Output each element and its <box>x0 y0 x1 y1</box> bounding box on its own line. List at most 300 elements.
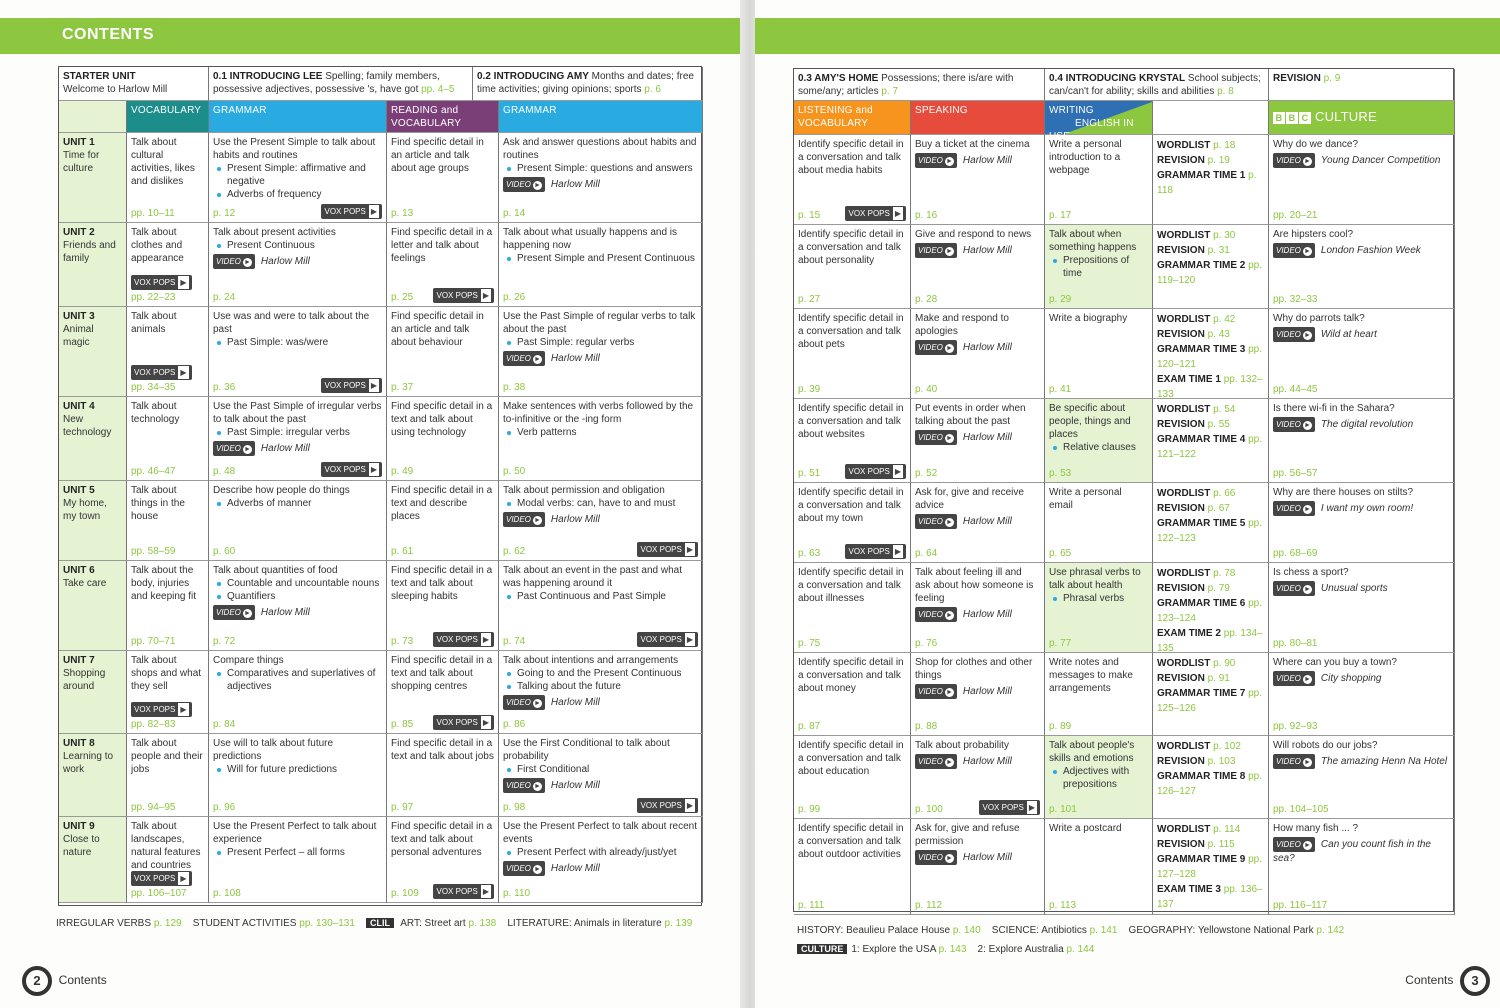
speaking-cell: Ask for, give and receive advice VIDEO ► Harlow Mill p. 64 <box>911 483 1045 563</box>
page-ref: p. 77 <box>1049 638 1072 649</box>
culture-cell: Will robots do our jobs? VIDEO ► The amazing Henn Na Hotel pp. 104–105 <box>1269 736 1455 819</box>
page-ref: p. 112 <box>915 900 943 911</box>
video-link[interactable]: VIDEO ► Wild at heart <box>1273 327 1450 342</box>
video-link[interactable]: VIDEO ► Harlow Mill <box>915 243 1040 258</box>
reading-cell: Find specific detail in an article and talk about behaviour p. 37 <box>387 307 499 397</box>
revision-item: WORDLIST p. 54 <box>1157 404 1236 415</box>
vox-pops-icon[interactable]: VOX POPS ▶ <box>131 871 192 886</box>
page-ref: p. 40 <box>915 384 938 395</box>
page-ref: pp. 92–93 <box>1273 721 1318 732</box>
lesson-0-2: 0.2 INTRODUCING AMY Months and dates; free time activities; giving opinions; sports p. 6 <box>473 67 703 101</box>
culture-cell: Where can you buy a town? VIDEO ► City shopping pp. 92–93 <box>1269 653 1455 736</box>
video-icon: VIDEO ► <box>503 177 545 192</box>
unit-label: UNIT 2 Friends and family <box>59 223 127 307</box>
revision-cell <box>1153 563 1269 653</box>
grammar-cell: Talk about quantities of food Countable and uncountable nouns Quantifiers VIDEO ► Harlow Mill p. 72 <box>209 561 387 651</box>
page-ref: pp. 32–33 <box>1273 294 1318 305</box>
revision-item: EXAM TIME 3 pp. 136–137 <box>1157 884 1263 910</box>
bullet-item: Going to and the Present Continuous <box>503 667 698 680</box>
video-icon: VIDEO ► <box>915 754 957 769</box>
bullet-item: Countable and uncountable nouns <box>213 577 382 590</box>
video-link[interactable]: VIDEO ► Harlow Mill <box>503 861 698 876</box>
grammar2-cell: Make sentences with verbs followed by the to-infinitive or the -ing form Verb patterns p. 50 <box>499 397 703 481</box>
revision-item: GRAMMAR TIME 2 pp. 119–120 <box>1157 260 1263 286</box>
page-ref: p. 99 <box>798 804 821 815</box>
contents-banner <box>0 18 745 54</box>
video-icon: VIDEO ► <box>503 861 545 876</box>
reading-cell: Find specific detail in an article and talk about age groups p. 13 <box>387 133 499 223</box>
grammar2-cell: Use the Present Perfect to talk about recent events Present Perfect with already/just/yet VIDEO ► Harlow Mill p. 110 <box>499 817 703 903</box>
revision-cell <box>1153 309 1269 399</box>
page-ref: p. 49 <box>391 466 414 477</box>
revision-item: REVISION p. 67 <box>1157 503 1230 514</box>
video-link[interactable]: VIDEO ► Harlow Mill <box>915 340 1040 355</box>
grammar-cell: Use was and were to talk about the past Past Simple: was/were VOX POPS ▶ p. 36 <box>209 307 387 397</box>
header-corner <box>59 101 127 133</box>
video-link[interactable]: VIDEO ► City shopping <box>1273 671 1450 686</box>
revision-cell <box>1153 483 1269 563</box>
listening-cell: Identify specific detail in a conversation and talk about pets p. 39 <box>794 309 911 399</box>
page-ref: p. 61 <box>391 546 414 557</box>
video-icon: VIDEO ► <box>213 605 255 620</box>
video-link[interactable]: VIDEO ► I want my own room! <box>1273 501 1450 516</box>
speaking-cell: Shop for clothes and other things VIDEO ► Harlow Mill p. 88 <box>911 653 1045 736</box>
revision-item: WORDLIST p. 102 <box>1157 741 1241 752</box>
page-ref: p. 17 <box>1049 210 1072 221</box>
grammar-cell: Use the Present Perfect to talk about experience Present Perfect – all forms p. 108 <box>209 817 387 903</box>
vox-pops-icon[interactable]: VOX POPS ▶ <box>131 365 192 380</box>
bullet-item: Past Simple: regular verbs <box>503 336 698 349</box>
video-link[interactable]: VIDEO ► Harlow Mill <box>915 684 1040 699</box>
page-ref: p. 101 <box>1049 804 1077 815</box>
bullet-item: Present Simple: affirmative and negative <box>213 162 382 188</box>
writing-cell: Write a biography p. 41 <box>1045 309 1153 399</box>
revision-item: GRAMMAR TIME 9 pp. 127–128 <box>1157 854 1263 880</box>
revision-item: GRAMMAR TIME 3 pp. 120–121 <box>1157 344 1263 370</box>
listening-cell: Identify specific detail in a conversation and talk about education p. 99 <box>794 736 911 819</box>
revision-item: REVISION p. 91 <box>1157 673 1230 684</box>
revision-item: GRAMMAR TIME 1 p. 118 <box>1157 170 1257 196</box>
video-link[interactable]: VIDEO ► Harlow Mill <box>503 778 698 793</box>
revision-item: EXAM TIME 2 pp. 134–135 <box>1157 628 1263 654</box>
page-ref: p. 64 <box>915 548 938 559</box>
vox-pops-icon[interactable]: VOX POPS ▶ <box>433 715 494 730</box>
reading-cell: Find specific detail in a text and talk about personal adventures VOX POPS ▶ p. 109 <box>387 817 499 903</box>
page-ref: p. 38 <box>503 382 526 393</box>
revision-item: REVISION p. 103 <box>1157 756 1236 767</box>
grammar-cell: Use the Present Simple to talk about habits and routines Present Simple: affirmative and negative Adverbs of frequency VOX POPS ▶ p. 12 <box>209 133 387 223</box>
column-header: WRITING ENGLISH IN USE <box>1045 101 1153 135</box>
video-link[interactable]: VIDEO ► Harlow Mill <box>915 153 1040 168</box>
page-ref: pp. 58–59 <box>131 546 176 557</box>
page-ref: pp. 116–117 <box>1273 900 1328 911</box>
column-header: GRAMMAR <box>209 101 387 133</box>
page-ref: p. 53 <box>1049 468 1072 479</box>
bullet-item: Adjectives with prepositions <box>1049 765 1148 791</box>
bullet-item: Talking about the future <box>503 680 698 693</box>
grammar2-cell: Talk about an event in the past and what was happening around it Past Continuous and Past Simple VOX POPS ▶ p. 74 <box>499 561 703 651</box>
video-link[interactable]: VIDEO ► The digital revolution <box>1273 417 1450 432</box>
bbc-logo: B B C <box>1273 112 1312 125</box>
bullet-item: Phrasal verbs <box>1049 592 1148 605</box>
page-ref: p. 65 <box>1049 548 1072 559</box>
video-icon: VIDEO ► <box>915 340 957 355</box>
unit-label: UNIT 5 My home, my town <box>59 481 127 561</box>
page-ref: p. 41 <box>1049 384 1072 395</box>
listening-cell: Identify specific detail in a conversation and talk about my town VOX POPS ▶ p. 63 <box>794 483 911 563</box>
revision-item: REVISION p. 115 <box>1157 839 1235 850</box>
page-ref: pp. 104–105 <box>1273 804 1329 815</box>
culture-cell: Is there wi-fi in the Sahara? VIDEO ► The digital revolution pp. 56–57 <box>1269 399 1455 483</box>
left-contents-table <box>58 66 702 906</box>
unit-label: UNIT 3 Animal magic <box>59 307 127 397</box>
speaking-cell: Ask for, give and refuse permission VIDEO ► Harlow Mill p. 112 <box>911 819 1045 915</box>
vocab-cell: Talk about things in the house pp. 58–59 <box>127 481 209 561</box>
video-link[interactable]: VIDEO ► Harlow Mill <box>503 695 698 710</box>
page-ref: p. 37 <box>391 382 414 393</box>
video-link[interactable]: VIDEO ► Harlow Mill <box>503 512 698 527</box>
revision-item: WORDLIST p. 66 <box>1157 488 1236 499</box>
page-ref: p. 108 <box>213 888 241 899</box>
speaking-cell: Buy a ticket at the cinema VIDEO ► Harlow Mill p. 16 <box>911 135 1045 225</box>
vox-pops-icon[interactable]: VOX POPS ▶ <box>131 275 192 290</box>
culture-cell: Why do we dance? VIDEO ► Young Dancer Competition pp. 20–21 <box>1269 135 1455 225</box>
revision-item: REVISION p. 79 <box>1157 583 1230 594</box>
grammar-cell: Use will to talk about future predictions Will for future predictions p. 96 <box>209 734 387 817</box>
revision-item: EXAM TIME 1 pp. 132–133 <box>1157 374 1263 400</box>
unit-label: UNIT 9 Close to nature <box>59 817 127 903</box>
revision-item: WORDLIST p. 90 <box>1157 658 1236 669</box>
listening-cell: Identify specific detail in a conversation and talk about media habits VOX POPS ▶ p. 15 <box>794 135 911 225</box>
listening-cell: Identify specific detail in a conversation and talk about money p. 87 <box>794 653 911 736</box>
vox-pops-icon[interactable]: VOX POPS ▶ <box>433 632 494 647</box>
bullet-item: Adverbs of manner <box>213 497 382 510</box>
bullet-item: Will for future predictions <box>213 763 382 776</box>
page-ref: p. 88 <box>915 721 938 732</box>
right-page-number: Contents 3 <box>1405 966 1490 996</box>
revision-item: WORDLIST p. 78 <box>1157 568 1236 579</box>
video-link[interactable]: VIDEO ► Harlow Mill <box>915 607 1040 622</box>
revision-item: GRAMMAR TIME 5 pp. 122–123 <box>1157 518 1263 544</box>
revision-item: GRAMMAR TIME 4 pp. 121–122 <box>1157 434 1263 460</box>
page-ref: p. 14 <box>503 208 526 219</box>
left-page <box>0 0 745 1008</box>
video-icon: VIDEO ► <box>1273 837 1315 852</box>
revision-item: REVISION p. 43 <box>1157 329 1230 340</box>
video-icon: VIDEO ► <box>915 684 957 699</box>
video-link[interactable]: VIDEO ► Harlow Mill <box>915 514 1040 529</box>
page-ref: p. 100 <box>915 804 943 815</box>
vocab-cell: Talk about clothes and appearance VOX POPS ▶ pp. 22–23 <box>127 223 209 307</box>
writing-cell: Be specific about people, things and places Relative clauses p. 53 <box>1045 399 1153 483</box>
page-ref: p. 28 <box>915 294 938 305</box>
video-link[interactable]: VIDEO ► Harlow Mill <box>213 254 382 269</box>
page-ref: pp. 68–69 <box>1273 548 1318 559</box>
bullet-item: Past Continuous and Past Simple <box>503 590 698 603</box>
page-ref: p. 74 <box>503 636 526 647</box>
page-ref: p. 39 <box>798 384 821 395</box>
video-icon: VIDEO ► <box>915 243 957 258</box>
page-ref: p. 51 <box>798 468 821 479</box>
left-page-number: 2 Contents <box>22 966 107 996</box>
column-header: B B C CULTURE <box>1269 101 1455 135</box>
grammar2-cell: Talk about permission and obligation Modal verbs: can, have to and must VIDEO ► Harlow Mill VOX POPS ▶ p. 62 <box>499 481 703 561</box>
speaking-cell: Talk about feeling ill and ask about how someone is feeling VIDEO ► Harlow Mill p. 76 <box>911 563 1045 653</box>
culture-cell: Is chess a sport? VIDEO ► Unusual sports pp. 80–81 <box>1269 563 1455 653</box>
page-ref: p. 29 <box>1049 294 1072 305</box>
writing-cell: Talk about people's skills and emotions Adjectives with prepositions p. 101 <box>1045 736 1153 819</box>
video-link[interactable]: VIDEO ► London Fashion Week <box>1273 243 1450 258</box>
page-ref: pp. 46–47 <box>131 466 176 477</box>
speaking-cell: Talk about probability VIDEO ► Harlow Mill VOX POPS ▶ p. 100 <box>911 736 1045 819</box>
bullet-item: Present Simple: questions and answers <box>503 162 698 175</box>
left-footer: IRREGULAR VERBS p. 129 STUDENT ACTIVITIES pp. 130–131 CLIL ART: Street art p. 138 LITERATURE: Animals in literature p. 139 <box>56 918 693 929</box>
bullet-item: Past Simple: irregular verbs <box>213 426 382 439</box>
starter-unit: STARTER UNIT Welcome to Harlow Mill <box>59 67 209 101</box>
reading-cell: Find specific detail in a text and talk about shopping centres VOX POPS ▶ p. 85 <box>387 651 499 734</box>
video-link[interactable]: VIDEO ► Harlow Mill <box>915 754 1040 769</box>
bullet-item: Present Simple and Present Continuous <box>503 252 698 265</box>
video-icon: VIDEO ► <box>503 778 545 793</box>
grammar2-cell: Use the First Conditional to talk about probability First Conditional VIDEO ► Harlow Mill VOX POPS ▶ p. 98 <box>499 734 703 817</box>
video-link[interactable]: VIDEO ► Harlow Mill <box>915 430 1040 445</box>
revision-cell <box>1153 399 1269 483</box>
page-ref: p. 85 <box>391 719 414 730</box>
contents-banner-right <box>755 18 1500 54</box>
writing-cell: Write a postcard p. 113 <box>1045 819 1153 915</box>
vocab-cell: Talk about people and their jobs pp. 94–95 <box>127 734 209 817</box>
page-ref: p. 89 <box>1049 721 1072 732</box>
bullet-item: Comparatives and superlatives of adjectives <box>213 667 382 693</box>
video-link[interactable]: VIDEO ► Harlow Mill <box>213 605 382 620</box>
bullet-item: Quantifiers <box>213 590 382 603</box>
page-ref: p. 25 <box>391 292 414 303</box>
vox-pops-icon[interactable]: VOX POPS ▶ <box>845 206 906 221</box>
page-ref: p. 63 <box>798 548 821 559</box>
page-ref: p. 73 <box>391 636 414 647</box>
column-header: LISTENING and VOCABULARY <box>794 101 911 135</box>
page-ref: pp. 34–35 <box>131 382 176 393</box>
header-blank <box>1153 101 1269 135</box>
grammar-cell: Compare things Comparatives and superlatives of adjectives p. 84 <box>209 651 387 734</box>
lesson-0-4: 0.4 INTRODUCING KRYSTAL School subjects; can/can't for ability; skills and abilities p. 8 <box>1045 69 1269 101</box>
vox-pops-icon[interactable]: VOX POPS ▶ <box>637 542 698 557</box>
video-icon: VIDEO ► <box>915 850 957 865</box>
vox-pops-icon[interactable]: VOX POPS ▶ <box>321 378 382 393</box>
grammar2-cell: Ask and answer questions about habits and routines Present Simple: questions and answers VIDEO ► Harlow Mill p. 14 <box>499 133 703 223</box>
vox-pops-icon[interactable]: VOX POPS ▶ <box>131 702 192 717</box>
video-link[interactable]: VIDEO ► The amazing Henn Na Hotel <box>1273 754 1450 769</box>
bullet-item: Present Perfect – all forms <box>213 846 382 859</box>
video-link[interactable]: VIDEO ► Can you count fish in the sea? <box>1273 837 1450 865</box>
vocab-cell: Talk about animals VOX POPS ▶ pp. 34–35 <box>127 307 209 397</box>
page-ref: p. 75 <box>798 638 821 649</box>
culture-cell: Are hipsters cool? VIDEO ► London Fashion Week pp. 32–33 <box>1269 225 1455 309</box>
bullet-item: Modal verbs: can, have to and must <box>503 497 698 510</box>
unit-label: UNIT 7 Shopping around <box>59 651 127 734</box>
reading-cell: Find specific detail in a text and talk about using technology p. 49 <box>387 397 499 481</box>
bullet-item: Adverbs of frequency <box>213 188 382 201</box>
revision-item: WORDLIST p. 30 <box>1157 230 1236 241</box>
revision-item: GRAMMAR TIME 7 pp. 125–126 <box>1157 688 1263 714</box>
bullet-item: Present Perfect with already/just/yet <box>503 846 698 859</box>
page-ref: p. 98 <box>503 802 526 813</box>
vox-pops-icon[interactable]: VOX POPS ▶ <box>845 544 906 559</box>
video-icon: VIDEO ► <box>915 607 957 622</box>
video-link[interactable]: VIDEO ► Unusual sports <box>1273 581 1450 596</box>
vocab-cell: Talk about cultural activities, likes and dislikes pp. 10–11 <box>127 133 209 223</box>
grammar-cell: Talk about present activities Present Continuous VIDEO ► Harlow Mill p. 24 <box>209 223 387 307</box>
grammar2-cell: Talk about intentions and arrangements Going to and the Present Continuous Talking about the future VIDEO ► Harlow Mill p. 86 <box>499 651 703 734</box>
bullet-item: Prepositions of time <box>1049 254 1148 280</box>
grammar2-cell: Talk about what usually happens and is happening now Present Simple and Present Continuous p. 26 <box>499 223 703 307</box>
speaking-cell: Put events in order when talking about the past VIDEO ► Harlow Mill p. 52 <box>911 399 1045 483</box>
video-icon: VIDEO ► <box>1273 153 1315 168</box>
lesson-0-3: 0.3 AMY'S HOME Possessions; there is/are with some/any; articles p. 7 <box>794 69 1045 101</box>
column-header: VOCABULARY <box>127 101 209 133</box>
page-ref: p. 109 <box>391 888 419 899</box>
page-ref: p. 60 <box>213 546 236 557</box>
video-icon: VIDEO ► <box>1273 327 1315 342</box>
page-ref: pp. 22–23 <box>131 292 176 303</box>
unit-label: UNIT 6 Take care <box>59 561 127 651</box>
video-icon: VIDEO ► <box>1273 417 1315 432</box>
page-ref: pp. 80–81 <box>1273 638 1318 649</box>
video-link[interactable]: VIDEO ► Harlow Mill <box>915 850 1040 865</box>
revision-item: GRAMMAR TIME 6 pp. 123–124 <box>1157 598 1263 624</box>
culture-cell: Why are there houses on stilts? VIDEO ► I want my own room! pp. 68–69 <box>1269 483 1455 563</box>
page-ref: p. 24 <box>213 292 236 303</box>
video-link[interactable]: VIDEO ► Harlow Mill <box>503 351 698 366</box>
revision-item: WORDLIST p. 42 <box>1157 314 1236 325</box>
vocab-cell: Talk about landscapes, natural features and countries VOX POPS ▶ pp. 106–107 <box>127 817 209 903</box>
vocab-cell: Talk about technology pp. 46–47 <box>127 397 209 481</box>
reading-cell: Find specific detail in a text and describe places p. 61 <box>387 481 499 561</box>
page-ref: p. 36 <box>213 382 236 393</box>
unit-label: UNIT 1 Time for culture <box>59 133 127 223</box>
vox-pops-icon[interactable]: VOX POPS ▶ <box>845 464 906 479</box>
revision-item: REVISION p. 55 <box>1157 419 1230 430</box>
page-ref: p. 52 <box>915 468 938 479</box>
page-ref: p. 16 <box>915 210 938 221</box>
vox-pops-icon[interactable]: VOX POPS ▶ <box>321 204 382 219</box>
culture-cell: How many fish ... ? VIDEO ► Can you count fish in the sea? pp. 116–117 <box>1269 819 1455 915</box>
listening-cell: Identify specific detail in a conversation and talk about outdoor activities p. 111 <box>794 819 911 915</box>
page-ref: p. 26 <box>503 292 526 303</box>
speaking-cell: Give and respond to news VIDEO ► Harlow Mill p. 28 <box>911 225 1045 309</box>
vox-pops-icon[interactable]: VOX POPS ▶ <box>433 884 494 899</box>
video-icon: VIDEO ► <box>1273 243 1315 258</box>
vocab-cell: Talk about the body, injuries and keeping fit pp. 70–71 <box>127 561 209 651</box>
culture-tag: CULTURE <box>797 944 847 954</box>
vox-pops-icon[interactable]: VOX POPS ▶ <box>321 462 382 477</box>
page-ref: p. 87 <box>798 721 821 732</box>
video-icon: VIDEO ► <box>1273 501 1315 516</box>
video-icon: VIDEO ► <box>915 514 957 529</box>
bullet-item: Verb patterns <box>503 426 698 439</box>
video-icon: VIDEO ► <box>503 695 545 710</box>
clil-tag: CLIL <box>366 918 394 928</box>
page-ref: pp. 56–57 <box>1273 468 1318 479</box>
revision-item: WORDLIST p. 114 <box>1157 824 1241 835</box>
video-icon: VIDEO ► <box>213 441 255 456</box>
listening-cell: Identify specific detail in a conversation and talk about personality p. 27 <box>794 225 911 309</box>
revision-cell <box>1153 135 1269 225</box>
column-header: GRAMMAR <box>499 101 703 133</box>
reading-cell: Find specific detail in a letter and talk about feelings VOX POPS ▶ p. 25 <box>387 223 499 307</box>
column-header: READING and VOCABULARY <box>387 101 499 133</box>
video-link[interactable]: VIDEO ► Harlow Mill <box>213 441 382 456</box>
page-ref: p. 50 <box>503 466 526 477</box>
writing-cell: Write a personal introduction to a webpage p. 17 <box>1045 135 1153 225</box>
right-page <box>755 0 1500 1008</box>
page-ref: p. 62 <box>503 546 526 557</box>
page-ref: p. 86 <box>503 719 526 730</box>
video-icon: VIDEO ► <box>915 153 957 168</box>
video-icon: VIDEO ► <box>915 430 957 445</box>
writing-cell: Write notes and messages to make arrangements p. 89 <box>1045 653 1153 736</box>
revision-cell <box>1153 653 1269 736</box>
revision-item: GRAMMAR TIME 8 pp. 126–127 <box>1157 771 1263 797</box>
page-ref: pp. 106–107 <box>131 888 187 899</box>
unit-label: UNIT 4 New technology <box>59 397 127 481</box>
right-footer: HISTORY: Beaulieu Palace House p. 140 SCIENCE: Antibiotics p. 141 GEOGRAPHY: Yellowstone National Park p. 142 CULTURE 1: Explore the USA p. 143 2: Explore Australia p. 144 <box>797 925 1345 955</box>
page-ref: p. 111 <box>798 900 825 911</box>
culture-cell: Why do parrots talk? VIDEO ► Wild at heart pp. 44–45 <box>1269 309 1455 399</box>
bullet-item: First Conditional <box>503 763 698 776</box>
revision-cell <box>1153 225 1269 309</box>
page-ref: p. 84 <box>213 719 236 730</box>
right-contents-table <box>793 68 1454 912</box>
revision-cell <box>1153 736 1269 819</box>
writing-cell: Talk about when something happens Prepositions of time p. 29 <box>1045 225 1153 309</box>
revision-item: WORDLIST p. 18 <box>1157 140 1236 151</box>
page-ref: p. 48 <box>213 466 236 477</box>
vox-pops-icon[interactable]: VOX POPS ▶ <box>637 798 698 813</box>
grammar2-cell: Use the Past Simple of regular verbs to talk about the past Past Simple: regular verbs VIDEO ► Harlow Mill p. 38 <box>499 307 703 397</box>
video-link[interactable]: VIDEO ► Young Dancer Competition <box>1273 153 1450 168</box>
page-ref: pp. 70–71 <box>131 636 176 647</box>
page-ref: p. 72 <box>213 636 236 647</box>
page-ref: p. 27 <box>798 294 821 305</box>
vox-pops-icon[interactable]: VOX POPS ▶ <box>433 288 494 303</box>
vocab-cell: Talk about shops and what they sell VOX POPS ▶ pp. 82–83 <box>127 651 209 734</box>
page-ref: pp. 82–83 <box>131 719 176 730</box>
vox-pops-icon[interactable]: VOX POPS ▶ <box>979 800 1040 815</box>
reading-cell: Find specific detail in a text and talk about sleeping habits VOX POPS ▶ p. 73 <box>387 561 499 651</box>
page-ref: pp. 44–45 <box>1273 384 1318 395</box>
vox-pops-icon[interactable]: VOX POPS ▶ <box>637 632 698 647</box>
video-icon: VIDEO ► <box>503 351 545 366</box>
video-icon: VIDEO ► <box>1273 581 1315 596</box>
bullet-item: Past Simple: was/were <box>213 336 382 349</box>
page-ref: pp. 94–95 <box>131 802 176 813</box>
page-ref: pp. 10–11 <box>131 208 175 219</box>
video-link[interactable]: VIDEO ► Harlow Mill <box>503 177 698 192</box>
unit-label: UNIT 8 Learning to work <box>59 734 127 817</box>
page-title: CONTENTS <box>62 26 154 43</box>
page-ref: p. 110 <box>503 888 531 899</box>
bullet-item: Relative clauses <box>1049 441 1148 454</box>
page-ref: p. 15 <box>798 210 821 221</box>
page-ref: p. 97 <box>391 802 414 813</box>
page-ref: p. 13 <box>391 208 414 219</box>
revision-item: REVISION p. 31 <box>1157 245 1230 256</box>
bullet-item: Present Continuous <box>213 239 382 252</box>
video-icon: VIDEO ► <box>1273 754 1315 769</box>
lesson-0-1: 0.1 INTRODUCING LEE Spelling; family members, possessive adjectives, possessive 's, have got pp. 4–5 <box>209 67 473 101</box>
grammar-cell: Use the Past Simple of irregular verbs to talk about the past Past Simple: irregular verbs VIDEO ► Harlow Mill VOX POPS ▶ p. 48 <box>209 397 387 481</box>
